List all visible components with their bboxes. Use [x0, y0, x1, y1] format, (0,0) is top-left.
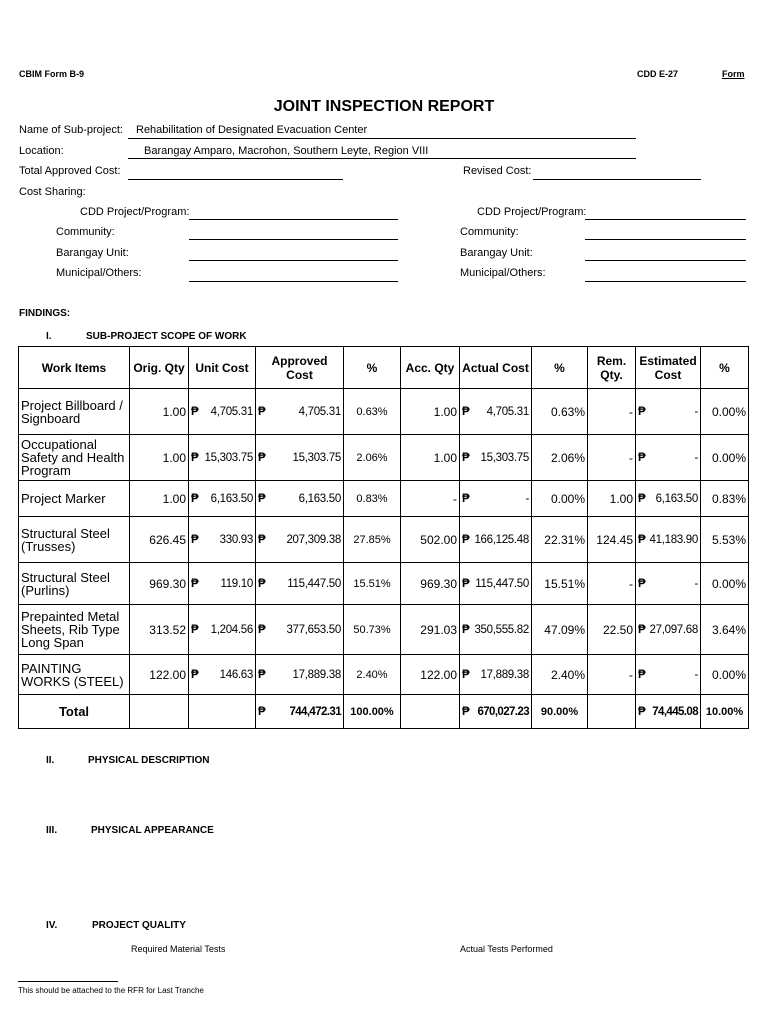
total-approved-cost — [256, 695, 344, 729]
unit-cost-value: 4,705.31 — [210, 405, 253, 418]
estimated-cost-value: - — [694, 405, 698, 418]
approved-pct: 15.51% — [344, 563, 401, 605]
section-2-number: II. — [46, 755, 55, 766]
peso-sign: ₱ — [191, 492, 199, 505]
approved-cost-value: 377,653.50 — [286, 623, 341, 636]
peso-sign: ₱ — [462, 577, 470, 590]
unit-cost-value: 1,204.56 — [210, 623, 253, 636]
actual-cost-value: 4,705.31 — [486, 405, 529, 418]
approved-pct: 27.85% — [344, 517, 401, 563]
actual-pct: 2.06% — [532, 435, 588, 481]
left-barangay-field[interactable] — [189, 260, 398, 261]
approved-cost — [256, 481, 344, 517]
actual-pct: 47.09% — [532, 605, 588, 655]
approved-cost-value: 115,447.50 — [287, 577, 341, 590]
total-estimated-pct: 10.00% — [701, 695, 749, 729]
total-estimated-cost-value: 74,445.08 — [652, 705, 698, 718]
table-row — [19, 517, 749, 563]
peso-sign: ₱ — [462, 705, 470, 718]
orig-qty: 1.00 — [130, 481, 189, 517]
location-value: Barangay Amparo, Macrohon, Southern Leyte, Region VIII — [144, 145, 429, 157]
peso-sign: ₱ — [258, 577, 266, 590]
unit-cost — [189, 517, 256, 563]
total-cost-field[interactable] — [128, 179, 343, 180]
peso-sign: ₱ — [462, 533, 470, 546]
section-3-number: III. — [46, 825, 58, 836]
unit-cost — [189, 655, 256, 695]
actual-cost — [460, 605, 532, 655]
footnote-rule — [18, 981, 118, 982]
col-header: % — [344, 347, 401, 389]
cdd-code: CDD E-27 — [637, 69, 679, 79]
form-code: CBIM Form B-9 — [19, 69, 84, 79]
peso-sign: ₱ — [191, 405, 199, 418]
left-cdd-field[interactable] — [189, 219, 398, 220]
orig-qty: 1.00 — [130, 435, 189, 481]
work-item: Project Billboard / Signboard — [19, 389, 130, 435]
actual-cost — [460, 435, 532, 481]
approved-pct: 2.06% — [344, 435, 401, 481]
actual-cost-value: 15,303.75 — [480, 451, 529, 464]
section-3-title: PHYSICAL APPEARANCE — [91, 825, 214, 836]
peso-sign: ₱ — [638, 705, 646, 718]
scope-of-work-table — [18, 346, 749, 729]
approved-cost-value: 15,303.75 — [292, 451, 341, 464]
peso-sign: ₱ — [191, 451, 199, 464]
actual-pct: 0.00% — [532, 481, 588, 517]
peso-sign: ₱ — [191, 533, 199, 546]
estimated-cost — [636, 389, 701, 435]
estimated-cost — [636, 517, 701, 563]
subproject-label: Name of Sub-project: — [19, 124, 123, 136]
estimated-pct: 0.00% — [701, 389, 749, 435]
acc-qty: 1.00 — [401, 435, 460, 481]
approved-cost — [256, 517, 344, 563]
peso-sign: ₱ — [462, 405, 470, 418]
peso-sign: ₱ — [462, 492, 470, 505]
right-cdd-field[interactable] — [585, 219, 746, 220]
approved-cost — [256, 605, 344, 655]
form-link[interactable]: Form — [722, 69, 745, 79]
left-community-field[interactable] — [189, 239, 398, 240]
total-actual-pct: 90.00% — [532, 695, 588, 729]
col-header: Estimated Cost — [636, 347, 701, 389]
estimated-cost-value: 27,097.68 — [649, 623, 698, 636]
work-item: Prepainted Metal Sheets, Rib Type Long Span — [19, 605, 130, 655]
approved-pct: 0.63% — [344, 389, 401, 435]
rem-qty: 22.50 — [588, 605, 636, 655]
estimated-pct: 0.00% — [701, 435, 749, 481]
actual-pct: 2.40% — [532, 655, 588, 695]
work-item: PAINTING WORKS (STEEL) — [19, 655, 130, 695]
approved-cost — [256, 435, 344, 481]
table-row — [19, 563, 749, 605]
right-barangay-label: Barangay Unit: — [460, 247, 533, 259]
orig-qty: 626.45 — [130, 517, 189, 563]
revised-cost-label: Revised Cost: — [463, 165, 532, 177]
actual-cost-value: 17,889.38 — [480, 668, 529, 681]
actual-cost-value: - — [525, 492, 529, 505]
table-row — [19, 655, 749, 695]
approved-cost — [256, 655, 344, 695]
peso-sign: ₱ — [191, 577, 199, 590]
table-row — [19, 481, 749, 517]
orig-qty: 969.30 — [130, 563, 189, 605]
peso-sign: ₱ — [258, 705, 266, 718]
estimated-pct: 0.00% — [701, 563, 749, 605]
total-label: Total — [19, 695, 130, 729]
findings-label: FINDINGS: — [19, 308, 71, 319]
right-community-label: Community: — [460, 226, 519, 238]
actual-cost-value: 166,125.48 — [474, 533, 529, 546]
approved-cost — [256, 389, 344, 435]
unit-cost — [189, 389, 256, 435]
actual-cost — [460, 655, 532, 695]
acc-qty: 122.00 — [401, 655, 460, 695]
peso-sign: ₱ — [638, 533, 646, 546]
total-estimated-cost — [636, 695, 701, 729]
rem-qty: 1.00 — [588, 481, 636, 517]
required-tests-label: Required Material Tests — [131, 944, 226, 954]
approved-cost-value: 4,705.31 — [298, 405, 341, 418]
empty-cell — [189, 695, 256, 729]
col-header: Unit Cost — [189, 347, 256, 389]
peso-sign: ₱ — [638, 405, 646, 418]
table-body — [19, 389, 749, 729]
actual-cost-value: 350,555.82 — [474, 623, 529, 636]
col-header: Work Items — [19, 347, 130, 389]
table-header-row — [19, 347, 749, 389]
peso-sign: ₱ — [638, 492, 646, 505]
orig-qty: 122.00 — [130, 655, 189, 695]
peso-sign: ₱ — [258, 492, 266, 505]
right-municipal-field[interactable] — [585, 281, 746, 282]
actual-pct: 15.51% — [532, 563, 588, 605]
section-4-number: IV. — [46, 920, 58, 931]
right-community-field[interactable] — [585, 239, 746, 240]
unit-cost-value: 6,163.50 — [210, 492, 253, 505]
peso-sign: ₱ — [462, 668, 470, 681]
right-barangay-field[interactable] — [585, 260, 746, 261]
section-2-title: PHYSICAL DESCRIPTION — [88, 755, 210, 766]
total-actual-cost-value: 670,027.23 — [477, 705, 529, 718]
page-title: JOINT INSPECTION REPORT — [273, 98, 495, 115]
unit-cost-value: 15,303.75 — [204, 451, 253, 464]
actual-tests-label: Actual Tests Performed — [460, 944, 553, 954]
empty-cell — [588, 695, 636, 729]
left-cdd-label: CDD Project/Program: — [80, 206, 190, 218]
peso-sign: ₱ — [638, 577, 646, 590]
col-header: Acc. Qty — [401, 347, 460, 389]
actual-pct: 22.31% — [532, 517, 588, 563]
peso-sign: ₱ — [191, 668, 199, 681]
empty-cell — [401, 695, 460, 729]
location-underline — [128, 158, 636, 159]
orig-qty: 313.52 — [130, 605, 189, 655]
estimated-cost-value: - — [694, 668, 698, 681]
right-cdd-label: CDD Project/Program: — [477, 206, 587, 218]
peso-sign: ₱ — [258, 451, 266, 464]
col-header: % — [701, 347, 749, 389]
empty-cell — [130, 695, 189, 729]
peso-sign: ₱ — [258, 533, 266, 546]
total-actual-cost — [460, 695, 532, 729]
section-1-title: SUB-PROJECT SCOPE OF WORK — [86, 331, 247, 342]
subproject-underline — [128, 138, 636, 139]
unit-cost-value: 330.93 — [219, 533, 253, 546]
orig-qty: 1.00 — [130, 389, 189, 435]
approved-cost-value: 207,309.38 — [286, 533, 341, 546]
estimated-cost — [636, 435, 701, 481]
approved-cost — [256, 563, 344, 605]
unit-cost-value: 119.10 — [220, 577, 253, 590]
actual-pct: 0.63% — [532, 389, 588, 435]
estimated-pct: 3.64% — [701, 605, 749, 655]
left-municipal-label: Municipal/Others: — [56, 267, 142, 279]
estimated-cost — [636, 481, 701, 517]
approved-pct: 2.40% — [344, 655, 401, 695]
table-row — [19, 389, 749, 435]
col-header: Actual Cost — [460, 347, 532, 389]
actual-cost — [460, 481, 532, 517]
section-1-number: I. — [46, 331, 52, 342]
unit-cost-value: 146.63 — [219, 668, 253, 681]
cost-sharing-label: Cost Sharing: — [19, 186, 86, 198]
estimated-pct: 5.53% — [701, 517, 749, 563]
rem-qty: - — [588, 435, 636, 481]
footnote: This should be attached to the RFR for Last Tranche — [18, 986, 204, 995]
acc-qty: 291.03 — [401, 605, 460, 655]
acc-qty: 969.30 — [401, 563, 460, 605]
actual-cost — [460, 517, 532, 563]
estimated-pct: 0.00% — [701, 655, 749, 695]
unit-cost — [189, 435, 256, 481]
peso-sign: ₱ — [258, 668, 266, 681]
acc-qty: - — [401, 481, 460, 517]
section-4-title: PROJECT QUALITY — [92, 920, 186, 931]
revised-cost-field[interactable] — [533, 179, 701, 180]
estimated-cost-value: 6,163.50 — [655, 492, 698, 505]
rem-qty: - — [588, 389, 636, 435]
approved-cost-value: 17,889.38 — [292, 668, 341, 681]
total-cost-label: Total Approved Cost: — [19, 165, 121, 177]
estimated-cost-value: 41,183.90 — [649, 533, 698, 546]
acc-qty: 1.00 — [401, 389, 460, 435]
peso-sign: ₱ — [462, 623, 470, 636]
left-municipal-field[interactable] — [189, 281, 398, 282]
peso-sign: ₱ — [638, 668, 646, 681]
right-municipal-label: Municipal/Others: — [460, 267, 546, 279]
rem-qty: 124.45 — [588, 517, 636, 563]
total-approved-pct: 100.00% — [344, 695, 401, 729]
table-total-row — [19, 695, 749, 729]
unit-cost — [189, 605, 256, 655]
approved-cost-value: 6,163.50 — [298, 492, 341, 505]
table-row — [19, 605, 749, 655]
actual-cost-value: 115,447.50 — [475, 577, 529, 590]
approved-pct: 50.73% — [344, 605, 401, 655]
actual-cost — [460, 389, 532, 435]
actual-cost — [460, 563, 532, 605]
left-community-label: Community: — [56, 226, 115, 238]
approved-pct: 0.83% — [344, 481, 401, 517]
total-approved-cost-value: 744,472.31 — [289, 705, 341, 718]
unit-cost — [189, 563, 256, 605]
estimated-cost — [636, 605, 701, 655]
work-item: Structural Steel (Trusses) — [19, 517, 130, 563]
estimated-cost-value: - — [694, 577, 698, 590]
work-item: Project Marker — [19, 481, 130, 517]
col-header: Approved Cost — [256, 347, 344, 389]
work-item: Occupational Safety and Health Program — [19, 435, 130, 481]
col-header: Orig. Qty — [130, 347, 189, 389]
col-header: Rem. Qty. — [588, 347, 636, 389]
col-header: % — [532, 347, 588, 389]
work-item: Structural Steel (Purlins) — [19, 563, 130, 605]
left-barangay-label: Barangay Unit: — [56, 247, 129, 259]
estimated-cost — [636, 563, 701, 605]
peso-sign: ₱ — [191, 623, 199, 636]
peso-sign: ₱ — [638, 623, 646, 636]
peso-sign: ₱ — [638, 451, 646, 464]
acc-qty: 502.00 — [401, 517, 460, 563]
table-row — [19, 435, 749, 481]
rem-qty: - — [588, 563, 636, 605]
rem-qty: - — [588, 655, 636, 695]
peso-sign: ₱ — [462, 451, 470, 464]
estimated-cost — [636, 655, 701, 695]
peso-sign: ₱ — [258, 405, 266, 418]
location-label: Location: — [19, 145, 64, 157]
estimated-cost-value: - — [694, 451, 698, 464]
estimated-pct: 0.83% — [701, 481, 749, 517]
peso-sign: ₱ — [258, 623, 266, 636]
subproject-value: Rehabilitation of Designated Evacuation Center — [136, 124, 368, 136]
unit-cost — [189, 481, 256, 517]
